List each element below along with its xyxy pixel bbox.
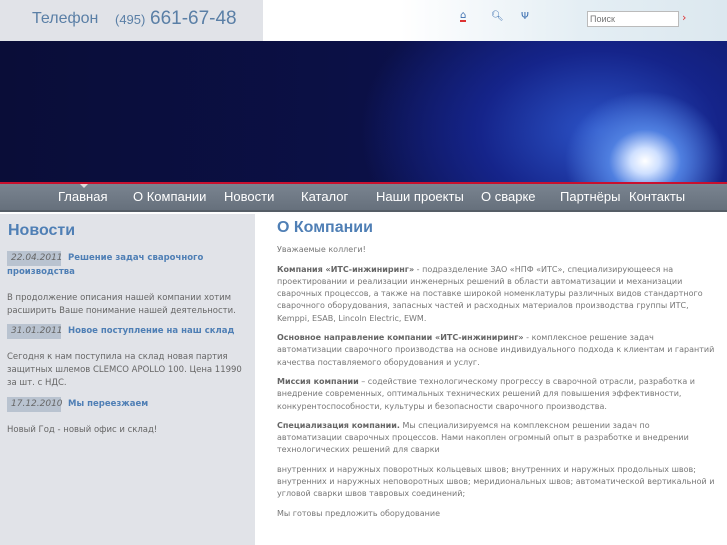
news-text: В продолжение описания нашей компании хотим расширить Ваше понимание нашей деятельности. xyxy=(7,293,236,316)
greeting: Уважаемые коллеги! xyxy=(277,245,366,255)
news-heading: Новости xyxy=(8,222,76,239)
news-item xyxy=(7,324,247,390)
phone-label: Телефон xyxy=(32,10,99,27)
nav-welding[interactable]: О сварке xyxy=(481,189,536,204)
paragraph-text: - подразделение ЗАО «НПФ «ИТС», специализирующееся на проектировании и реализации инженерных решений в области автоматизации и механизации сварочных процессов, а также на поставке широкой номенклатуры различных видов стандартного сварочного оборудования, запасных частей и расходных материалов производства группы ИТС, Kemppi, ESAB, Lincoln Electric, EWM. xyxy=(277,264,703,323)
phone-number: 661-67-48 xyxy=(150,8,237,29)
paragraph xyxy=(277,420,717,457)
paragraph: внутренних и наружных поворотных кольцевых швов; внутренних и наружных продольных швов; внутренних и наружных неповоротных швов; меридиональных швов; автоматической вертикальной и угловой сварки швов тавровых соединений; xyxy=(277,464,715,499)
bold-lead: Основное направление компании «ИТС-инжиниринг» xyxy=(277,333,524,343)
news-date: 22.04.2011 xyxy=(7,251,61,266)
news-date: 31.01.2011 xyxy=(7,324,61,339)
search-icon[interactable]: 🔍︎ xyxy=(491,11,504,22)
news-text: Новый Год - новый офис и склад! xyxy=(7,425,158,435)
paragraph-text: Мы специализируемся на комплексном решении задач по автоматизации сварочных процессов. Нами накоплен огромный опыт в разработке и внедрении технологических решений для сварки xyxy=(277,420,689,455)
welding-banner xyxy=(0,41,727,182)
news-item xyxy=(7,397,247,437)
search-submit-icon[interactable]: › xyxy=(682,11,687,24)
paragraph xyxy=(277,332,717,369)
news-text: Сегодня к нам поступила на склад новая партия защитных шлемов CLEMCO APOLLO 100. Цена 11990 за шт. с НДС. xyxy=(7,352,242,388)
bold-lead: Компания «ИТС-инжиниринг» xyxy=(277,264,415,274)
paragraph-text: - комплексное решение задач автоматизации сварочного производства на основе индивидуального подхода к клиентам и гарантий качества поставляемого оборудования и услуг. xyxy=(277,333,715,367)
news-sidebar xyxy=(0,214,255,545)
nav-about[interactable]: О Компании xyxy=(133,189,207,204)
paragraph-text: – содействие технологическому прогрессу в сварочной отрасли, разработка и внедрение современных, оптимальных технических решений для повышения эффективности, конкурентоспособности, культуры и безопасности сварочного производства. xyxy=(277,376,695,411)
news-link[interactable]: Мы переезжаем xyxy=(68,399,149,409)
paragraph xyxy=(277,376,717,413)
home-icon[interactable]: ⌂ xyxy=(460,10,467,21)
phone-code: (495) xyxy=(115,12,146,27)
bold-lead: Миссия компании xyxy=(277,376,359,386)
sitemap-icon[interactable]: Ψ xyxy=(521,11,529,22)
news-link[interactable]: Новое поступление на наш склад xyxy=(68,326,235,336)
nav-catalog[interactable]: Каталог xyxy=(301,189,349,204)
search-input[interactable] xyxy=(587,11,679,27)
news-date: 17.12.2010 xyxy=(7,397,61,412)
bold-lead: Специализация компании. xyxy=(277,420,400,430)
news-link[interactable]: Решение задач сварочного производства xyxy=(7,253,204,277)
main-nav xyxy=(0,184,727,212)
top-bar xyxy=(0,0,727,41)
main-content xyxy=(277,219,717,527)
paragraph: Мы готовы предложить оборудование xyxy=(277,508,441,518)
paragraph xyxy=(277,264,717,325)
nav-home[interactable]: Главная xyxy=(58,189,108,204)
page-title: О Компании xyxy=(277,219,373,236)
nav-contacts[interactable]: Контакты xyxy=(629,189,686,204)
nav-partners[interactable]: Партнёры xyxy=(560,189,621,204)
news-item xyxy=(7,251,247,318)
phone-block xyxy=(0,0,263,41)
nav-news[interactable]: Новости xyxy=(224,189,275,204)
nav-projects[interactable]: Наши проекты xyxy=(376,189,464,204)
